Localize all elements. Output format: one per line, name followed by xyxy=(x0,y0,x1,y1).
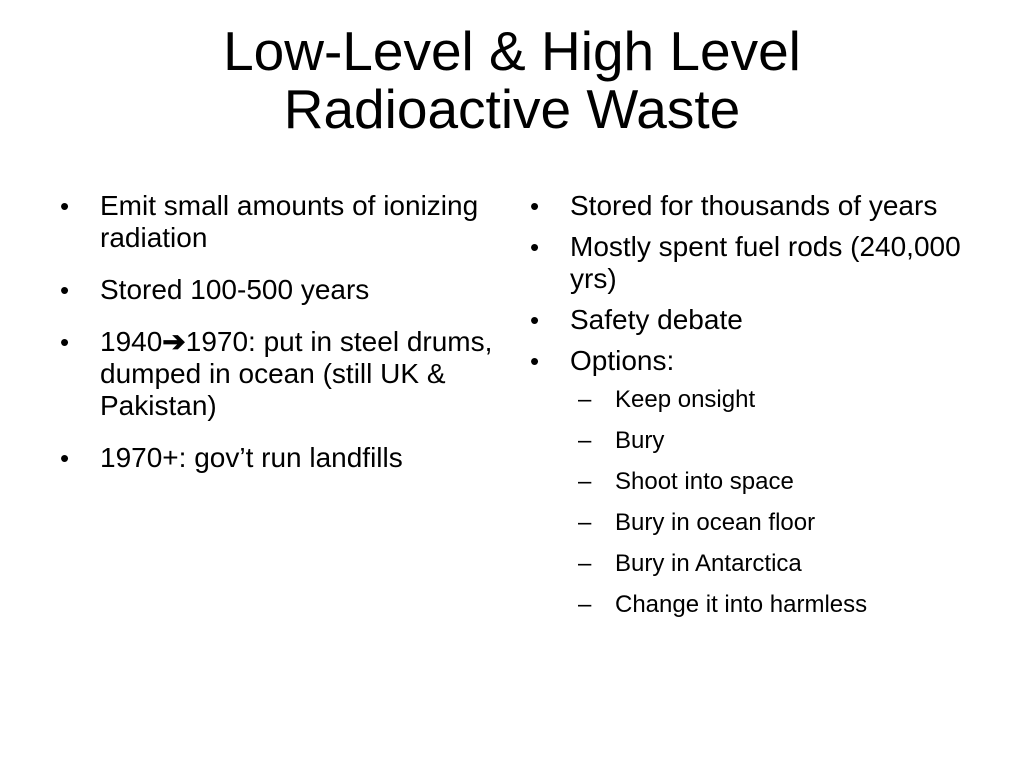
sub-bullet-item xyxy=(570,549,970,578)
sub-bullet-item xyxy=(570,590,970,619)
sub-bullet-item xyxy=(570,508,970,537)
sub-bullet-text: Bury xyxy=(615,427,665,454)
title-line-2: Radioactive Waste xyxy=(283,78,741,140)
sub-bullet-text: Bury in ocean floor xyxy=(615,509,816,536)
bullet-icon: • xyxy=(530,191,540,221)
bullet-year: 1940 xyxy=(100,326,163,357)
sub-bullet-text: Shoot into space xyxy=(615,468,794,495)
sub-bullet-text: Keep onsight xyxy=(615,386,756,413)
bullet-text: Options: xyxy=(570,345,675,376)
left-bullet-item xyxy=(60,274,500,306)
right-bullet-item xyxy=(530,190,970,222)
bullet-icon: • xyxy=(60,443,70,473)
right-arrow-icon: ➔ xyxy=(162,326,186,357)
bullet-icon: • xyxy=(60,327,70,357)
bullet-text: Safety debate xyxy=(570,304,743,335)
bullet-icon: • xyxy=(60,275,70,305)
right-bullet-list xyxy=(530,190,970,631)
bullet-text: 1970+: gov’t run landfills xyxy=(100,442,403,473)
sub-bullet-text: Change it into harmless xyxy=(615,591,868,618)
bullet-text: 1970: put in steel drums, dumped in ocean (still UK & Pakistan) xyxy=(100,326,493,421)
left-bullet-item xyxy=(60,442,500,474)
slide-title xyxy=(0,22,1024,138)
bullet-text: Emit small amounts of ionizing radiation xyxy=(100,190,479,253)
right-bullet-item xyxy=(530,231,970,295)
title-line-1: Low-Level & High Level xyxy=(223,20,801,82)
sub-bullet-text: Bury in Antarctica xyxy=(615,550,802,577)
sub-bullet-item xyxy=(570,426,970,455)
dash-icon: – xyxy=(578,386,592,413)
left-bullet-item xyxy=(60,190,500,254)
dash-icon: – xyxy=(578,468,592,495)
dash-icon: – xyxy=(578,427,592,454)
right-bullet-item xyxy=(530,304,970,336)
right-bullet-item xyxy=(530,345,970,619)
bullet-text: Mostly spent fuel rods (240,000 yrs) xyxy=(570,231,961,294)
bullet-text: Stored for thousands of years xyxy=(570,190,938,221)
sub-bullet-item xyxy=(570,467,970,496)
left-bullet-list xyxy=(60,190,500,494)
bullet-icon: • xyxy=(60,191,70,221)
left-bullet-item xyxy=(60,326,500,422)
bullet-icon: • xyxy=(530,232,540,262)
options-sub-list xyxy=(570,385,970,619)
sub-bullet-item xyxy=(570,385,970,414)
bullet-text: Stored 100-500 years xyxy=(100,274,370,305)
bullet-icon: • xyxy=(530,346,540,376)
dash-icon: – xyxy=(578,591,592,618)
dash-icon: – xyxy=(578,509,592,536)
dash-icon: – xyxy=(578,550,592,577)
bullet-icon: • xyxy=(530,305,540,335)
